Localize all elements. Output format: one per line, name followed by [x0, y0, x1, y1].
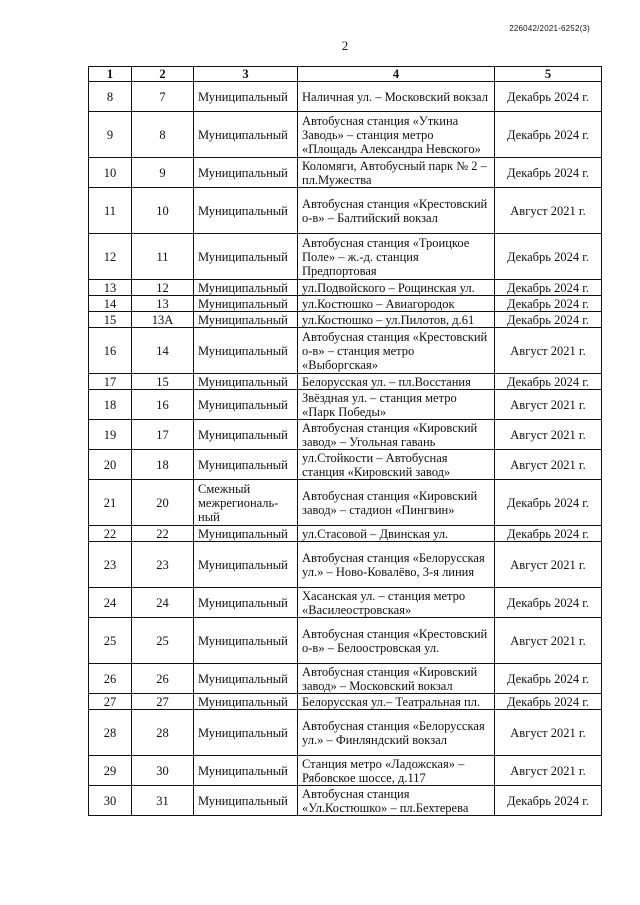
route-number-cell: 27 [132, 694, 194, 710]
row-number-cell: 24 [89, 588, 132, 618]
start-date-cell: Август 2021 г. [495, 618, 602, 664]
start-date-cell: Декабрь 2024 г. [495, 480, 602, 526]
row-number-cell: 14 [89, 296, 132, 312]
table-body [89, 82, 602, 816]
route-path-cell: Автобусная станция «Кировский завод» – Московский вокзал [298, 664, 495, 694]
route-number-cell: 25 [132, 618, 194, 664]
row-number-cell: 28 [89, 710, 132, 756]
route-path-cell: Станция метро «Ладожская» – Рябовское шоссе, д.117 [298, 756, 495, 786]
row-number-cell: 12 [89, 234, 132, 280]
row-number-cell: 10 [89, 158, 132, 188]
route-path-cell: Автобусная станция «Ул.Костюшко» – пл.Бехтерева [298, 786, 495, 816]
start-date-cell: Август 2021 г. [495, 542, 602, 588]
row-number-cell: 23 [89, 542, 132, 588]
row-number-cell: 15 [89, 312, 132, 328]
route-path-cell: Автобусная станция «Уткина Заводь» – станция метро «Площадь Александра Невского» [298, 112, 495, 158]
route-type-cell: Муниципальный [194, 112, 298, 158]
route-path-cell: Автобусная станция «Белорусская ул.» – Финляндский вокзал [298, 710, 495, 756]
column-header: 1 [89, 67, 132, 82]
route-type-cell: Муниципальный [194, 420, 298, 450]
start-date-cell: Август 2021 г. [495, 756, 602, 786]
route-number-cell: 23 [132, 542, 194, 588]
table-row [89, 280, 602, 296]
table-row [89, 158, 602, 188]
route-type-cell: Муниципальный [194, 328, 298, 374]
route-path-cell: Коломяги, Автобусный парк № 2 – пл.Мужества [298, 158, 495, 188]
route-number-cell: 22 [132, 526, 194, 542]
route-path-cell: Автобусная станция «Кировский завод» – Угольная гавань [298, 420, 495, 450]
route-path-cell: Хасанская ул. – станция метро «Василеостровская» [298, 588, 495, 618]
start-date-cell: Декабрь 2024 г. [495, 280, 602, 296]
route-type-cell: Муниципальный [194, 188, 298, 234]
route-number-cell: 11 [132, 234, 194, 280]
row-number-cell: 20 [89, 450, 132, 480]
route-path-cell: Автобусная станция «Крестовский о-в» – станция метро «Выборгская» [298, 328, 495, 374]
row-number-cell: 29 [89, 756, 132, 786]
start-date-cell: Декабрь 2024 г. [495, 296, 602, 312]
column-header: 4 [298, 67, 495, 82]
route-number-cell: 31 [132, 786, 194, 816]
table-row [89, 618, 602, 664]
table-row [89, 234, 602, 280]
table-row [89, 296, 602, 312]
route-number-cell: 24 [132, 588, 194, 618]
table-row [89, 480, 602, 526]
route-type-cell: Муниципальный [194, 542, 298, 588]
route-path-cell: ул.Стасовой – Двинская ул. [298, 526, 495, 542]
route-number-cell: 14 [132, 328, 194, 374]
table-row [89, 390, 602, 420]
table-row [89, 420, 602, 450]
route-path-cell: Автобусная станция «Кировский завод» – стадион «Пингвин» [298, 480, 495, 526]
row-number-cell: 16 [89, 328, 132, 374]
route-number-cell: 13А [132, 312, 194, 328]
route-path-cell: Наличная ул. – Московский вокзал [298, 82, 495, 112]
route-type-cell: Муниципальный [194, 694, 298, 710]
start-date-cell: Август 2021 г. [495, 450, 602, 480]
column-header: 5 [495, 67, 602, 82]
route-path-cell: Белорусская ул. – пл.Восстания [298, 374, 495, 390]
route-number-cell: 9 [132, 158, 194, 188]
table-row [89, 588, 602, 618]
page-number: 2 [341, 38, 349, 53]
route-path-cell: ул.Стойкости – Автобусная станция «Кировский завод» [298, 450, 495, 480]
route-type-cell: Муниципальный [194, 756, 298, 786]
start-date-cell: Декабрь 2024 г. [495, 82, 602, 112]
route-number-cell: 13 [132, 296, 194, 312]
route-type-cell: Муниципальный [194, 588, 298, 618]
route-number-cell: 26 [132, 664, 194, 694]
start-date-cell: Декабрь 2024 г. [495, 158, 602, 188]
table-row [89, 374, 602, 390]
table-row [89, 542, 602, 588]
route-number-cell: 17 [132, 420, 194, 450]
route-type-cell: Муниципальный [194, 710, 298, 756]
route-type-cell: Муниципальный [194, 312, 298, 328]
start-date-cell: Декабрь 2024 г. [495, 786, 602, 816]
start-date-cell: Декабрь 2024 г. [495, 234, 602, 280]
route-type-cell: Муниципальный [194, 450, 298, 480]
route-type-cell: Муниципальный [194, 786, 298, 816]
table-header-row [89, 67, 602, 82]
row-number-cell: 9 [89, 112, 132, 158]
route-type-cell: Муниципальный [194, 280, 298, 296]
route-type-cell: Муниципальный [194, 374, 298, 390]
route-number-cell: 10 [132, 188, 194, 234]
route-path-cell: Автобусная станция «Троицкое Поле» – ж.-д. станция Предпортовая [298, 234, 495, 280]
start-date-cell: Декабрь 2024 г. [495, 588, 602, 618]
start-date-cell: Август 2021 г. [495, 390, 602, 420]
start-date-cell: Декабрь 2024 г. [495, 526, 602, 542]
start-date-cell: Август 2021 г. [495, 188, 602, 234]
route-number-cell: 28 [132, 710, 194, 756]
route-number-cell: 7 [132, 82, 194, 112]
start-date-cell: Август 2021 г. [495, 710, 602, 756]
table-row [89, 526, 602, 542]
start-date-cell: Декабрь 2024 г. [495, 312, 602, 328]
route-path-cell: ул.Костюшко – Авиагородок [298, 296, 495, 312]
route-path-cell: Автобусная станция «Крестовский о-в» – Белоостровская ул. [298, 618, 495, 664]
route-number-cell: 15 [132, 374, 194, 390]
route-path-cell: Автобусная станция «Белорусская ул.» – Ново-Ковалёво, 3-я линия [298, 542, 495, 588]
route-type-cell: Муниципальный [194, 390, 298, 420]
row-number-cell: 13 [89, 280, 132, 296]
row-number-cell: 25 [89, 618, 132, 664]
table-row [89, 710, 602, 756]
table-row [89, 112, 602, 158]
start-date-cell: Декабрь 2024 г. [495, 112, 602, 158]
route-number-cell: 20 [132, 480, 194, 526]
start-date-cell: Декабрь 2024 г. [495, 664, 602, 694]
row-number-cell: 26 [89, 664, 132, 694]
row-number-cell: 19 [89, 420, 132, 450]
row-number-cell: 11 [89, 188, 132, 234]
route-path-cell: Автобусная станция «Крестовский о-в» – Балтийский вокзал [298, 188, 495, 234]
table-row [89, 694, 602, 710]
table-row [89, 786, 602, 816]
route-number-cell: 12 [132, 280, 194, 296]
start-date-cell: Август 2021 г. [495, 420, 602, 450]
document-id: 226042/2021-6252(3) [509, 24, 590, 33]
column-header: 2 [132, 67, 194, 82]
route-path-cell: Белорусская ул.– Театральная пл. [298, 694, 495, 710]
route-type-cell: Муниципальный [194, 82, 298, 112]
route-type-cell: Муниципальный [194, 526, 298, 542]
row-number-cell: 22 [89, 526, 132, 542]
routes-table [88, 66, 602, 816]
row-number-cell: 27 [89, 694, 132, 710]
route-number-cell: 16 [132, 390, 194, 420]
start-date-cell: Август 2021 г. [495, 328, 602, 374]
table-row [89, 188, 602, 234]
table-row [89, 82, 602, 112]
table-row [89, 450, 602, 480]
start-date-cell: Декабрь 2024 г. [495, 694, 602, 710]
route-type-cell: Муниципальный [194, 618, 298, 664]
route-type-cell: Смежный межрегиональ-ный [194, 480, 298, 526]
route-type-cell: Муниципальный [194, 234, 298, 280]
column-header: 3 [194, 67, 298, 82]
route-path-cell: ул.Костюшко – ул.Пилотов, д.61 [298, 312, 495, 328]
start-date-cell: Декабрь 2024 г. [495, 374, 602, 390]
table-row [89, 328, 602, 374]
route-number-cell: 18 [132, 450, 194, 480]
row-number-cell: 21 [89, 480, 132, 526]
table-row [89, 664, 602, 694]
table-row [89, 312, 602, 328]
route-type-cell: Муниципальный [194, 296, 298, 312]
row-number-cell: 18 [89, 390, 132, 420]
row-number-cell: 30 [89, 786, 132, 816]
row-number-cell: 17 [89, 374, 132, 390]
route-number-cell: 8 [132, 112, 194, 158]
row-number-cell: 8 [89, 82, 132, 112]
route-type-cell: Муниципальный [194, 664, 298, 694]
route-number-cell: 30 [132, 756, 194, 786]
route-type-cell: Муниципальный [194, 158, 298, 188]
route-path-cell: ул.Подвойского – Рощинская ул. [298, 280, 495, 296]
route-path-cell: Звёздная ул. – станция метро «Парк Победы» [298, 390, 495, 420]
table-row [89, 756, 602, 786]
